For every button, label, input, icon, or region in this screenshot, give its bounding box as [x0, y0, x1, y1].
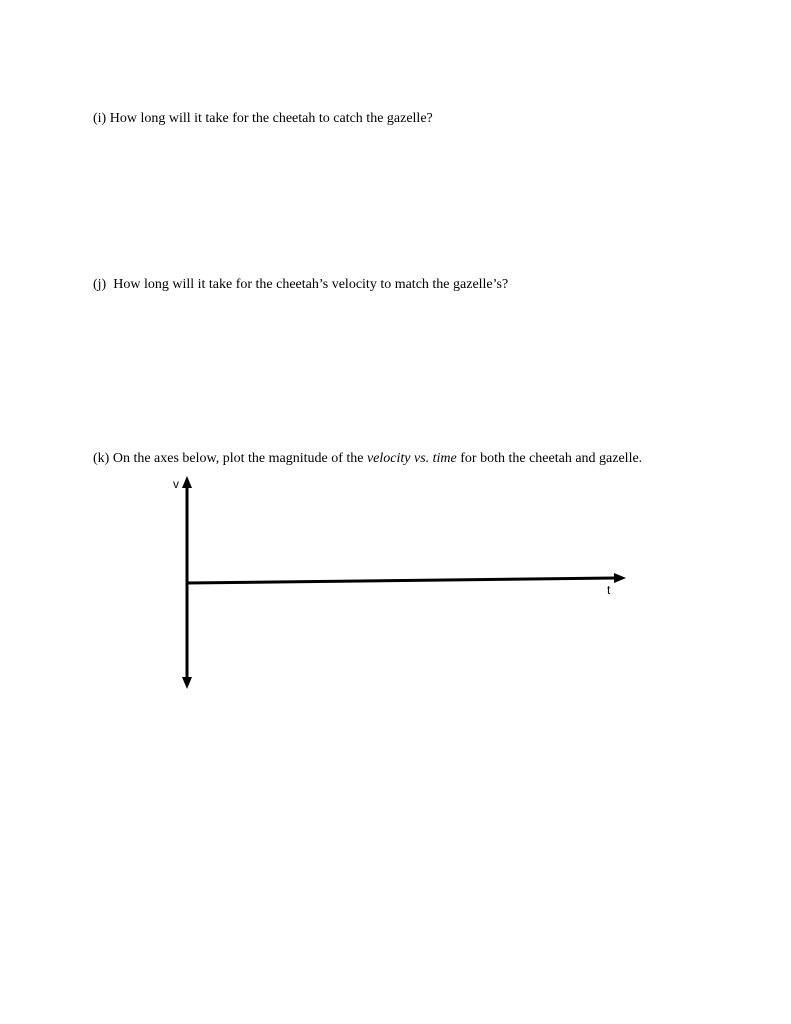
question-k-marker: (k) — [93, 451, 110, 466]
y-axis-up-arrow — [182, 476, 192, 488]
x-axis-arrow — [614, 573, 626, 583]
y-axis-down-arrow — [182, 677, 192, 689]
x-axis-label: t — [607, 583, 611, 597]
question-j-marker: (j) — [93, 277, 107, 292]
question-k-text-italic: velocity vs. time — [366, 451, 457, 466]
question-k-text-before: On the axes below, plot the magnitude of the — [112, 451, 364, 466]
question-i-text: How long will it take for the cheetah to catch the gazelle? — [109, 111, 433, 126]
question-k-text-after: for both the cheetah and gazelle. — [460, 451, 643, 466]
x-axis-line — [187, 578, 615, 583]
question-j-text: How long will it take for the cheetah’s velocity to match the gazelle’s? — [113, 277, 509, 292]
question-i-marker: (i) — [93, 111, 107, 126]
y-axis-label: v — [173, 477, 179, 491]
